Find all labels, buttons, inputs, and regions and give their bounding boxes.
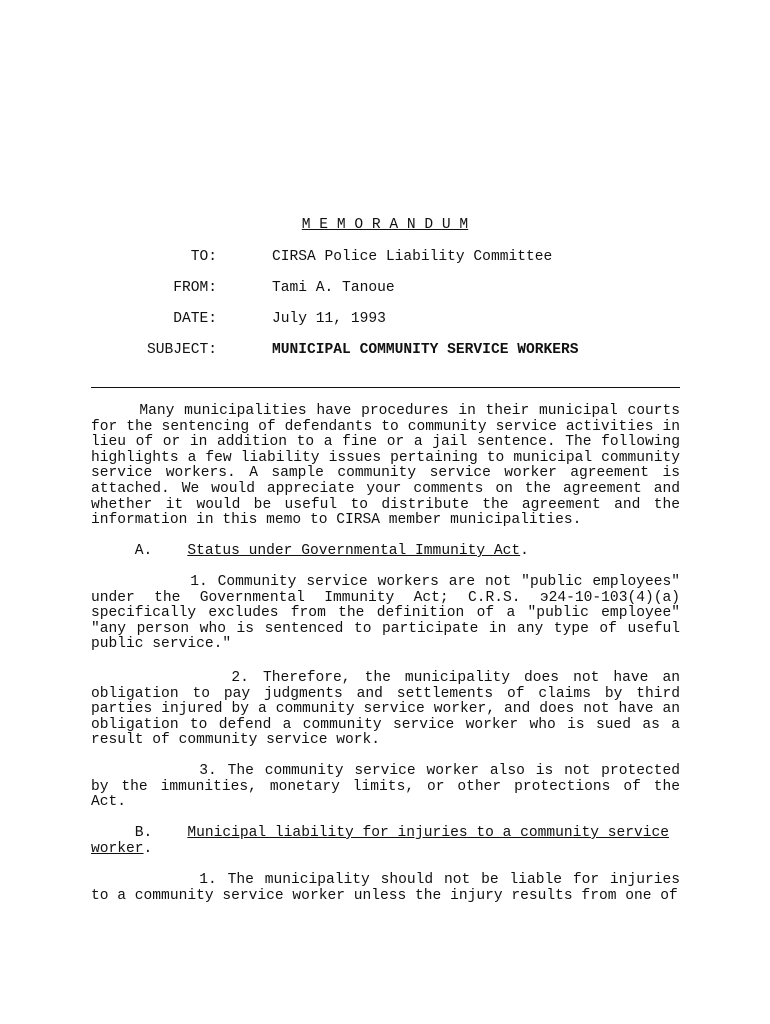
paragraph-line: 1. Community service workers are not "public employees" <box>190 574 680 590</box>
paragraph-line: whether it would be useful to distribute the agreement and the <box>91 496 680 513</box>
from-value: Tami A. Tanoue <box>272 280 395 296</box>
section-a-item-3 <box>91 764 680 811</box>
paragraph-line: "any person who is sentenced to participate in any type of useful <box>91 620 680 637</box>
header-divider <box>91 387 680 388</box>
paragraph-line: parties injured by a community service worker, and does not have an <box>91 701 680 718</box>
section-b-title-line2: worker <box>91 840 144 857</box>
subject-label: SUBJECT: <box>146 342 217 358</box>
subject-value: MUNICIPAL COMMUNITY SERVICE WORKERS <box>272 342 579 358</box>
section-b-heading <box>91 826 680 857</box>
date-value: July 11, 1993 <box>272 311 386 327</box>
paragraph-line: Act. <box>91 794 127 811</box>
section-a-marker: A. <box>91 543 188 559</box>
section-b-period: . <box>143 840 153 857</box>
paragraph-line: 2. Therefore, the municipality does not have an <box>231 670 680 686</box>
paragraph-line: by the immunities, monetary limits, or other protections of the <box>91 778 680 795</box>
section-a-title: Status under Governmental Immunity Act <box>187 543 521 559</box>
paragraph-line: service workers. A sample community service worker agreement is <box>91 465 680 482</box>
to-value: CIRSA Police Liability Committee <box>272 249 553 265</box>
paragraph-line: under the Governmental Immunity Act; C.R.S. э24-10-103(4)(a) <box>91 589 680 606</box>
paragraph-line: lieu of or in addition to a fine or a jail sentence. The following <box>91 434 680 451</box>
section-a-item-2 <box>91 671 680 749</box>
paragraph-line: 3. The community service worker also is not protected <box>199 763 680 779</box>
paragraph-line: specifically excludes from the definition of a "public employee" <box>91 605 680 622</box>
paragraph-line: to a community service worker unless the injury results from one of <box>91 887 678 904</box>
paragraph-line: for the sentencing of defendants to community service activities in <box>91 418 680 435</box>
date-label: DATE: <box>173 311 217 327</box>
paragraph-line: Many municipalities have procedures in their municipal courts <box>139 403 681 419</box>
section-b-item-1 <box>91 873 680 904</box>
paragraph-line: 1. The municipality should not be liable for injuries <box>199 872 680 888</box>
paragraph-line: highlights a few liability issues pertaining to municipal community <box>91 449 680 466</box>
paragraph-line: result of community service work. <box>91 732 381 749</box>
section-b-marker: B. <box>91 825 188 841</box>
paragraph-line: public service." <box>91 636 232 653</box>
memo-title: M E M O R A N D U M <box>301 217 469 233</box>
from-label: FROM: <box>173 280 217 296</box>
section-a-period: . <box>520 543 529 559</box>
intro-paragraph <box>91 404 680 529</box>
paragraph-line: attached. We would appreciate your comments on the agreement and <box>91 480 680 497</box>
paragraph-line: obligation to pay judgments and settlements of claims by third <box>91 685 680 702</box>
to-label: TO: <box>190 249 217 265</box>
section-a-heading <box>91 544 680 560</box>
section-a-item-1 <box>91 575 680 653</box>
section-b-title-line1: Municipal liability for injuries to a community service <box>187 825 670 841</box>
paragraph-line: information in this memo to CIRSA member municipalities. <box>91 512 582 529</box>
paragraph-line: obligation to defend a community service worker who is sued as a <box>91 716 680 733</box>
